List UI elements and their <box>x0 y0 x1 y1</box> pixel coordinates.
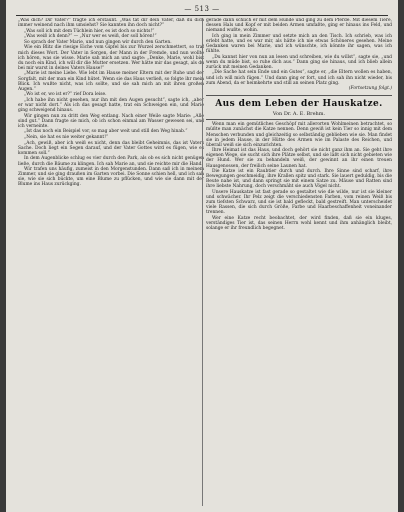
article-title: Aus dem Leben der Hauskatze. <box>215 99 383 110</box>
left-column <box>18 18 204 508</box>
paragraph: „Ich habe ihn nicht gesehen, nur ihn mit den Augen gesucht“, sagte ich, „aber er war nicht dort.“ Als ich das gesagt hatte, trat ein Schweigen ein, und Marie ging schweigend hinaus. <box>18 97 204 114</box>
document-page <box>6 0 398 512</box>
paragraph: „Die Sache hat sein Ende und ein Gutes“, sagte er, „die Eltern wollen es haben, und ich will mich fügen.“ Und dann ging er fort, und ich sah ihn nicht wieder, bis zum Abend, da er heimkehrte und still an seinen Platz ging. <box>206 70 392 86</box>
column-divider <box>202 18 203 506</box>
paragraph: „Was soll ich mit dem Tüchlein hier, es ist doch so nichts!“ <box>24 28 155 34</box>
paragraph: „Was weiß ich denn?“ — „Nur wer es weiß, der soll hören!“ <box>24 34 157 40</box>
paragraph: „Marie ist meine Liebe. Wie lebt im Hause meiner Eltern mit der Ruhe und der Sorgfalt, mit der man ein Kind hütet. Wenn sie das Haus verließ, so folgte ihr mein Blick. Ich wußte nicht, was ich sollte, und sie sah mich an mit ihren großen Augen.“ <box>18 71 204 92</box>
paragraph: gerade dann schlich er mit dem Hunde und ging zu dem Pferde. Mit diesem Tiere, dessen Hals und Kopf er mit beiden Armen umfaßte, ging er hinaus ins Feld, und niemand wußte, wohin. <box>206 18 392 34</box>
paragraph: „Wo ist er, wo ist er?“ rief Dora leise. <box>24 92 107 98</box>
article-header <box>206 95 392 120</box>
article-author: Von Dr. A. E. Brehm. <box>272 111 326 118</box>
paragraph: „Ach, gewiß, aber ich weiß es nicht, denn das bleibt Geheimnis, das ist Vaters Sache. Doch liegt ein Segen darauf, und der Vater Gottes wird es fügen, wie es kommen soll.“ <box>18 140 204 156</box>
paragraph: Unsere Hauskatze ist fast gerade so gestaltet wie die wilde, nur ist sie kleiner und schwächer. Ihr Pelz zeigt die verschiedensten Farben, vom reinen Weiß bis zum tiefsten Schwarz, und sie ist bald gefleckt, bald gestreift. Man unterscheidet viele Rassen, die sich durch Größe, Farbe und Haarbeschaffenheit voneinander trennen. <box>206 190 392 216</box>
paragraph: „Ist das noch ein Beispiel vor, so mag aber weit und still den Weg hinab.“ <box>24 129 188 135</box>
paragraph: Wie ein Blitz die riesige Eiche vom Gipfel bis zur Wurzel zerschmettert, so traf mich dieses Wort. Der Vater in Sorgen, der Mann in der Fremde, und nun wollte ich hören, was sie wisse. Marie sah mich an und sagte: „Denke, Marie, wohl bist du noch ein Kind, ich will dir die Mutter ersetzen. Wer hätte mir das gesagt, als du bei mir warst in deines Vaters Hause!“ <box>18 45 204 71</box>
paragraph: Wenn man ein gemütliches Geschöpf mit allerorten Wohlmeinen betrachtet, so müßte man zunächst die Katze nennen. Denn gewiß ist kein Tier so innig mit dem Menschen verbunden und gleichzeitig so selbständig geblieben wie sie. Man findet sie in jedem Hause, in der Hütte des Armen wie im Palaste des Reichen, und überall weiß sie sich einzurichten. <box>206 122 392 148</box>
header-rule <box>16 15 388 16</box>
paragraph: „Was dich? Dir Vater?“ fragte ich erstaunt. „Was tat dir dein Vater, daß du dich immer weinend nach ihm umsiehst? Sie kannten ihn doch nicht?“ <box>18 18 204 29</box>
paragraph: Ihre Heimat ist das Haus, und doch gehört sie nicht ganz ihm an. Sie geht ihre eigenen Wege, sie sucht sich ihre Plätze selbst, und sie läßt sich nicht gebieten wie der Hund. Wer sie zu behandeln weiß, der gewinnt an ihr einen treuen Hausgenossen, der freilich seine Launen hat. <box>206 148 392 169</box>
serial-continuation-note: (Fortsetzung folgt.) <box>348 86 392 92</box>
paragraph: Die Katze ist ein Raubtier durch und durch. Ihre Sinne sind scharf, ihre Bewegungen geschmeidig, ihre Krallen spitz und stark. Sie lauert geduldig, bis die Beute nahe ist, und dann springt sie mit einem Satze zu. Mäuse und Ratten sind ihre liebste Nahrung, doch verschmäht sie auch Vögel nicht. <box>206 169 392 190</box>
paragraph: In dem Augenblicke schlug es vier durch den Park, als ob es sich nicht genügen ließe, durch die Bäume zu klingen. Ich sah Marie an, und sie reichte mir die Hand. <box>18 156 204 167</box>
paragraph: Wer eine Katze recht beobachtet, der wird finden, daß sie ein kluges, verständiges Tier ist, das seinen Herrn wohl kennt und ihm anhänglich bleibt, solange er ihr freundlich begegnet. <box>206 216 392 232</box>
paragraph: So sprach der Vater Marie, und nun gingen wir durch den Garten. <box>24 39 172 45</box>
paragraph: Ich ging in mein Zimmer und setzte mich an den Tisch. Ich schrieb, was ich erlebt hatte, und es war mir, als hätte ich nie etwas Schöneres gesehen. Meine Gedanken waren bei Marie, und ich wünschte, ich könnte ihr sagen, was ich fühlte. <box>206 33 392 55</box>
paragraph: Wir gingen nun zu dritt den Weg entlang. Nach einer Weile sagte Marie: „Alle sind gut.“ Dann fragte sie mich, ob ich schon einmal am Wasser gewesen sei, und ich verneinte. <box>18 113 204 129</box>
paragraph: Wir trafen uns häufig, zumeist in den Morgenstunden. Dann saß ich in meinem Zimmer, und sie ging draußen im Garten vorbei. Die Sonne schien hell, und ich sah sie, wie sie sich bückte, um eine Blume zu pflücken, und wie sie dann mit der Blume ins Haus zurückging. <box>18 167 204 188</box>
right-column <box>206 18 392 508</box>
paragraph: „Nein, sie hat es nie weiter gekannt!“ <box>24 135 109 141</box>
page-number: — 513 — <box>184 5 220 13</box>
paragraph: „Du kannst hier von nun an lesen und schreiben, wie du willst“, sagte sie, „und wenn du müde bist, so ruhe dich aus.“ Dann ging sie hinaus, und ich blieb allein zurück mit meinen Gedanken. <box>206 54 392 70</box>
